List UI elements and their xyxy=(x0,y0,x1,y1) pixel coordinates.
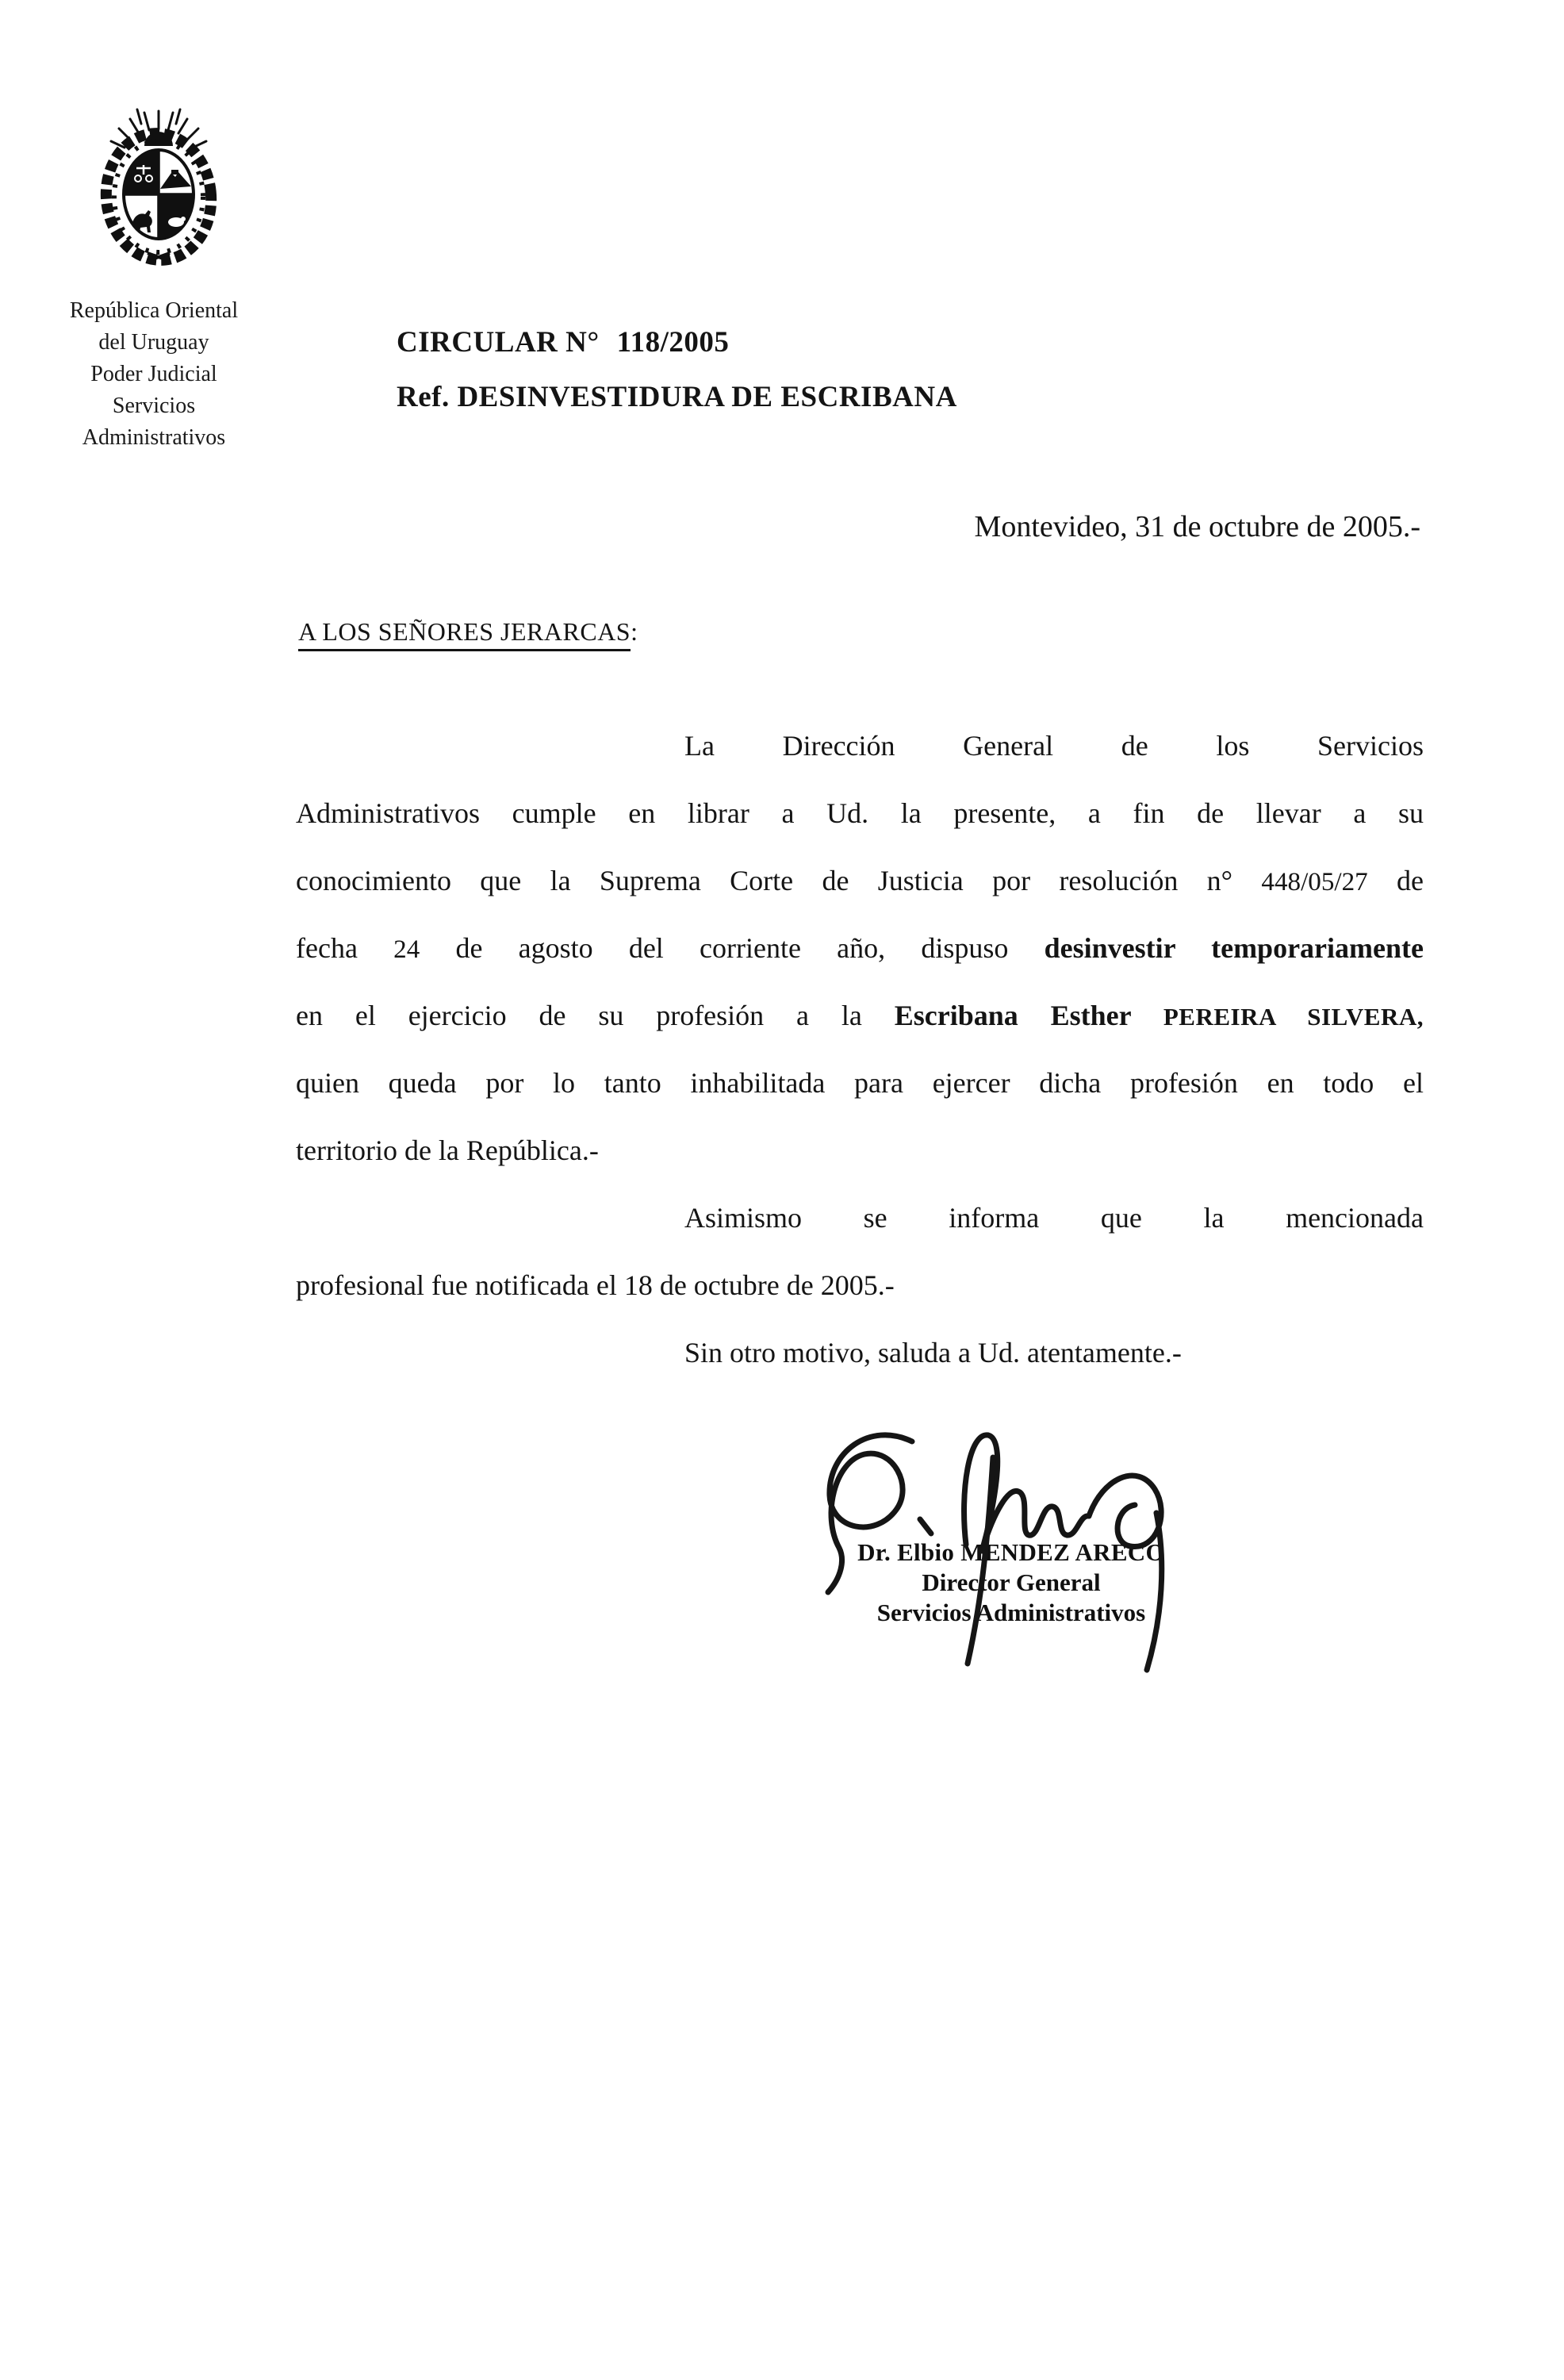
signature-org: Servicios Administrativos xyxy=(876,1599,1146,1626)
body-line xyxy=(296,915,1424,982)
body-line xyxy=(296,847,1424,915)
bold-segment: Escribana Esther xyxy=(894,1000,1163,1031)
org-line: Servicios xyxy=(112,393,196,418)
body-line xyxy=(296,982,1424,1050)
org-line: del Uruguay xyxy=(98,330,209,355)
smallcaps-name-segment: PEREIRA SILVERA, xyxy=(1163,1003,1424,1031)
dateline: Montevideo, 31 de octubre de 2005.- xyxy=(974,510,1420,543)
org-line: Administrativos xyxy=(82,425,226,450)
resolution-number: 448/05/27 xyxy=(1261,867,1368,896)
body-line: Administrativos cumple en librar a Ud. la presente, a fin de llevar a su xyxy=(296,797,1424,829)
uruguay-coat-of-arms-icon xyxy=(89,103,228,270)
text-segment: de xyxy=(1367,865,1424,896)
text-segment: fecha xyxy=(296,932,394,964)
body-line: profesional fue notificada el 18 de octubre de 2005.- xyxy=(296,1269,895,1301)
body-line: La Dirección General de los Servicios xyxy=(684,730,1424,762)
bold-segment: desinvestir temporariamente xyxy=(1044,932,1424,964)
circular-number: 118/2005 xyxy=(616,326,730,359)
reference-line: Ref. DESINVESTIDURA DE ESCRIBANA xyxy=(397,381,957,413)
org-line: República Oriental xyxy=(69,298,239,323)
signature-name: Dr. Elbio MENDEZ ARECO xyxy=(857,1538,1165,1566)
text-segment: en el ejercicio de su profesión a la xyxy=(296,1000,895,1031)
salutation-colon: : xyxy=(631,617,638,646)
text-segment: conocimiento que la Suprema Corte de Justicia por resolución n° xyxy=(296,865,1262,896)
circular-label: CIRCULAR N° xyxy=(397,326,600,359)
body-line: quien queda por lo tanto inhabilitada para ejercer dicha profesión en todo el xyxy=(296,1067,1424,1099)
circular-number-line xyxy=(397,325,729,359)
signature-block xyxy=(793,1537,1229,1628)
body-line: Asimismo se informa que la mencionada xyxy=(684,1202,1424,1234)
letterhead-org-block xyxy=(30,295,278,454)
salutation-label: A LOS SEÑORES JERARCAS xyxy=(298,617,631,651)
body-line: Sin otro motivo, saluda a Ud. atentamente.- xyxy=(684,1337,1182,1368)
text-segment: de agosto del corriente año, dispuso xyxy=(420,932,1045,964)
body-line: territorio de la República.- xyxy=(296,1134,599,1166)
date-number: 24 xyxy=(393,935,420,964)
body-paragraphs xyxy=(296,712,1424,1387)
signature-title: Director General xyxy=(922,1568,1101,1596)
org-line: Poder Judicial xyxy=(90,362,217,386)
salutation xyxy=(298,617,638,647)
